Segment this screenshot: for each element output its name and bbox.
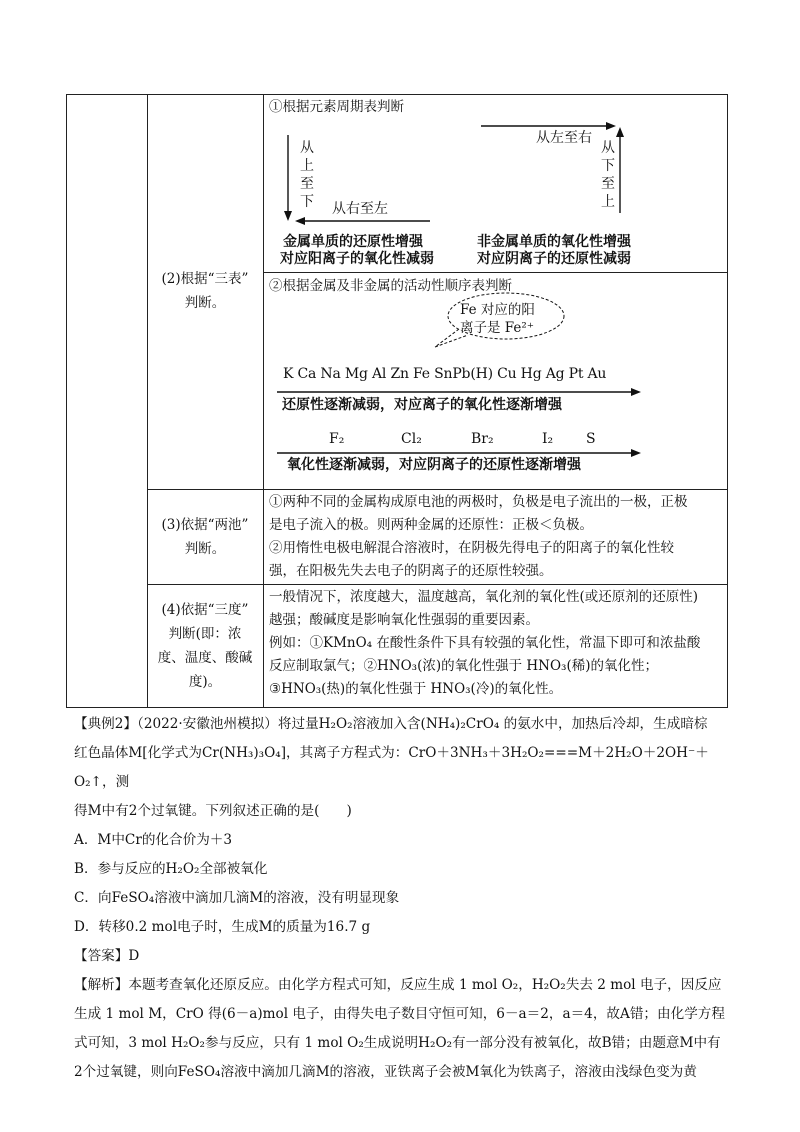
option-a: A．M中Cr的化合价为＋3 xyxy=(74,832,233,848)
right-to-left-label: 从右至左 xyxy=(332,201,388,217)
example-line: 【典例2】（2022·安徽池州模拟）将过量H₂O₂溶液加入含(NH₄)₂CrO₄ 的氨水中，加热后冷却，生成暗棕 xyxy=(74,716,708,732)
option-d: D．转移0.2 mol电子时，生成M的质量为16.7 g xyxy=(74,919,371,935)
top-to-bottom-label: 从上至下 xyxy=(300,140,314,210)
metal-series-caption: 还原性逐渐减弱，对应离子的氧化性逐渐增强 xyxy=(282,397,562,413)
right-arrow-head xyxy=(606,122,616,130)
left-to-right-label: 从左至右 xyxy=(536,130,592,146)
nonmetal-s: S xyxy=(586,431,596,447)
periodic-table-title: ①根据元素周期表判断 xyxy=(269,99,404,115)
down-arrow-head xyxy=(284,211,292,221)
metal-trend-line1: 金属单质的还原性增强 xyxy=(283,234,423,250)
comparison-table xyxy=(66,94,728,708)
nonmetal-br2: Br₂ xyxy=(471,431,494,447)
analysis-line: 【解析】本题考查氧化还原反应。由化学方程式可知，反应生成 1 mol O₂，H₂O₂失去 2 mol 电子，因反应 xyxy=(74,977,722,993)
nonmetal-trend-line1: 非金属单质的氧化性增强 xyxy=(477,234,631,250)
bottom-to-top-label: 从下至上 xyxy=(601,140,615,210)
analysis-line: 生成 1 mol M，CrO 得(6－a)mol 电子，由得失电子数目守恒可知，6－a＝2，a＝4，故A错；由化学方程 xyxy=(74,1006,725,1022)
nonmetal-i2: I₂ xyxy=(542,431,554,447)
nonmetal-f2: F₂ xyxy=(329,431,345,447)
table-divider xyxy=(147,584,728,585)
row3-label: (3)依据“两池” 判断。 xyxy=(161,517,249,557)
row3-content: ①两种不同的金属构成原电池的两极时，负极是电子流出的一极，正极 是电子流入的极。则两种金属的还原性：正极＜负极。 ②用惰性电极电解混合溶液时，在阴极先得电子的阳离子的氧化性较 强，在阳极先失去电子的阴离子的还原性较强。 xyxy=(269,494,688,579)
nonmetal-series-arrow-head xyxy=(631,449,641,457)
option-c: C．向FeSO₄溶液中滴加几滴M的溶液，没有明显现象 xyxy=(74,890,400,906)
metal-series-arrow-head xyxy=(631,388,641,396)
up-arrow-head xyxy=(616,127,624,137)
option-b: B．参与反应的H₂O₂全部被氧化 xyxy=(74,861,268,877)
metal-activity-series: K Ca Na Mg Al Zn Fe SnPb(H) Cu Hg Ag Pt Au xyxy=(283,366,607,382)
nonmetal-cl2: Cl₂ xyxy=(401,431,422,447)
left-arrow-head xyxy=(295,217,305,225)
table-divider xyxy=(147,489,728,490)
example-question xyxy=(74,710,734,1087)
analysis-line: 2个过氧键，则向FeSO₄溶液中滴加几滴M的溶液，亚铁离子会被M氧化为铁离子，溶液由浅绿色变为黄 xyxy=(74,1064,697,1080)
example-line: 红色晶体M[化学式为Cr(NH₃)₃O₄]，其离子方程式为：CrO＋3NH₃＋3H₂O₂===M＋2H₂O＋2OH⁻＋O₂↑，测 xyxy=(74,745,709,790)
analysis-line: 式可知，3 mol H₂O₂参与反应，只有 1 mol O₂生成说明H₂O₂有一部分没有被氧化，故B错；由题意M中有 xyxy=(74,1035,721,1051)
example-line: 得M中有2个过氧键。下列叙述正确的是( ) xyxy=(74,803,352,819)
answer: 【答案】D xyxy=(74,948,140,964)
row4-content: 一般情况下，浓度越大，温度越高，氧化剂的氧化性(或还原剂的还原性) 越强；酸碱度是影响氧化性强弱的重要因素。 例如：①KMnO₄ 在酸性条件下具有较强的氧化性，常温下即可和浓盐酸 反应制取氯气；②HNO₃(浓)的氧化性强于 HNO₃(稀)的氧化性； ③HNO₃(热)的氧化性强于 HNO₃(冷)的氧化性。 xyxy=(269,589,701,697)
fe-note-line2: 离子是 Fe²⁺ xyxy=(460,320,534,336)
activity-series-title: ②根据金属及非金属的活动性顺序表判断 xyxy=(269,278,512,294)
row4-label: (4)依据“三度” 判断(即：浓 度、温度、酸碱 度)。 xyxy=(157,602,253,690)
row2-label: (2)根据“三表” 判断。 xyxy=(161,271,249,311)
nonmetal-trend-line2: 对应阴离子的还原性减弱 xyxy=(477,251,631,267)
fe-note-line1: Fe 对应的阳 xyxy=(460,302,535,318)
nonmetal-series-caption: 氧化性逐渐减弱，对应阴离子的还原性逐渐增强 xyxy=(287,457,581,473)
metal-trend-line2: 对应阳离子的氧化性减弱 xyxy=(280,251,434,267)
